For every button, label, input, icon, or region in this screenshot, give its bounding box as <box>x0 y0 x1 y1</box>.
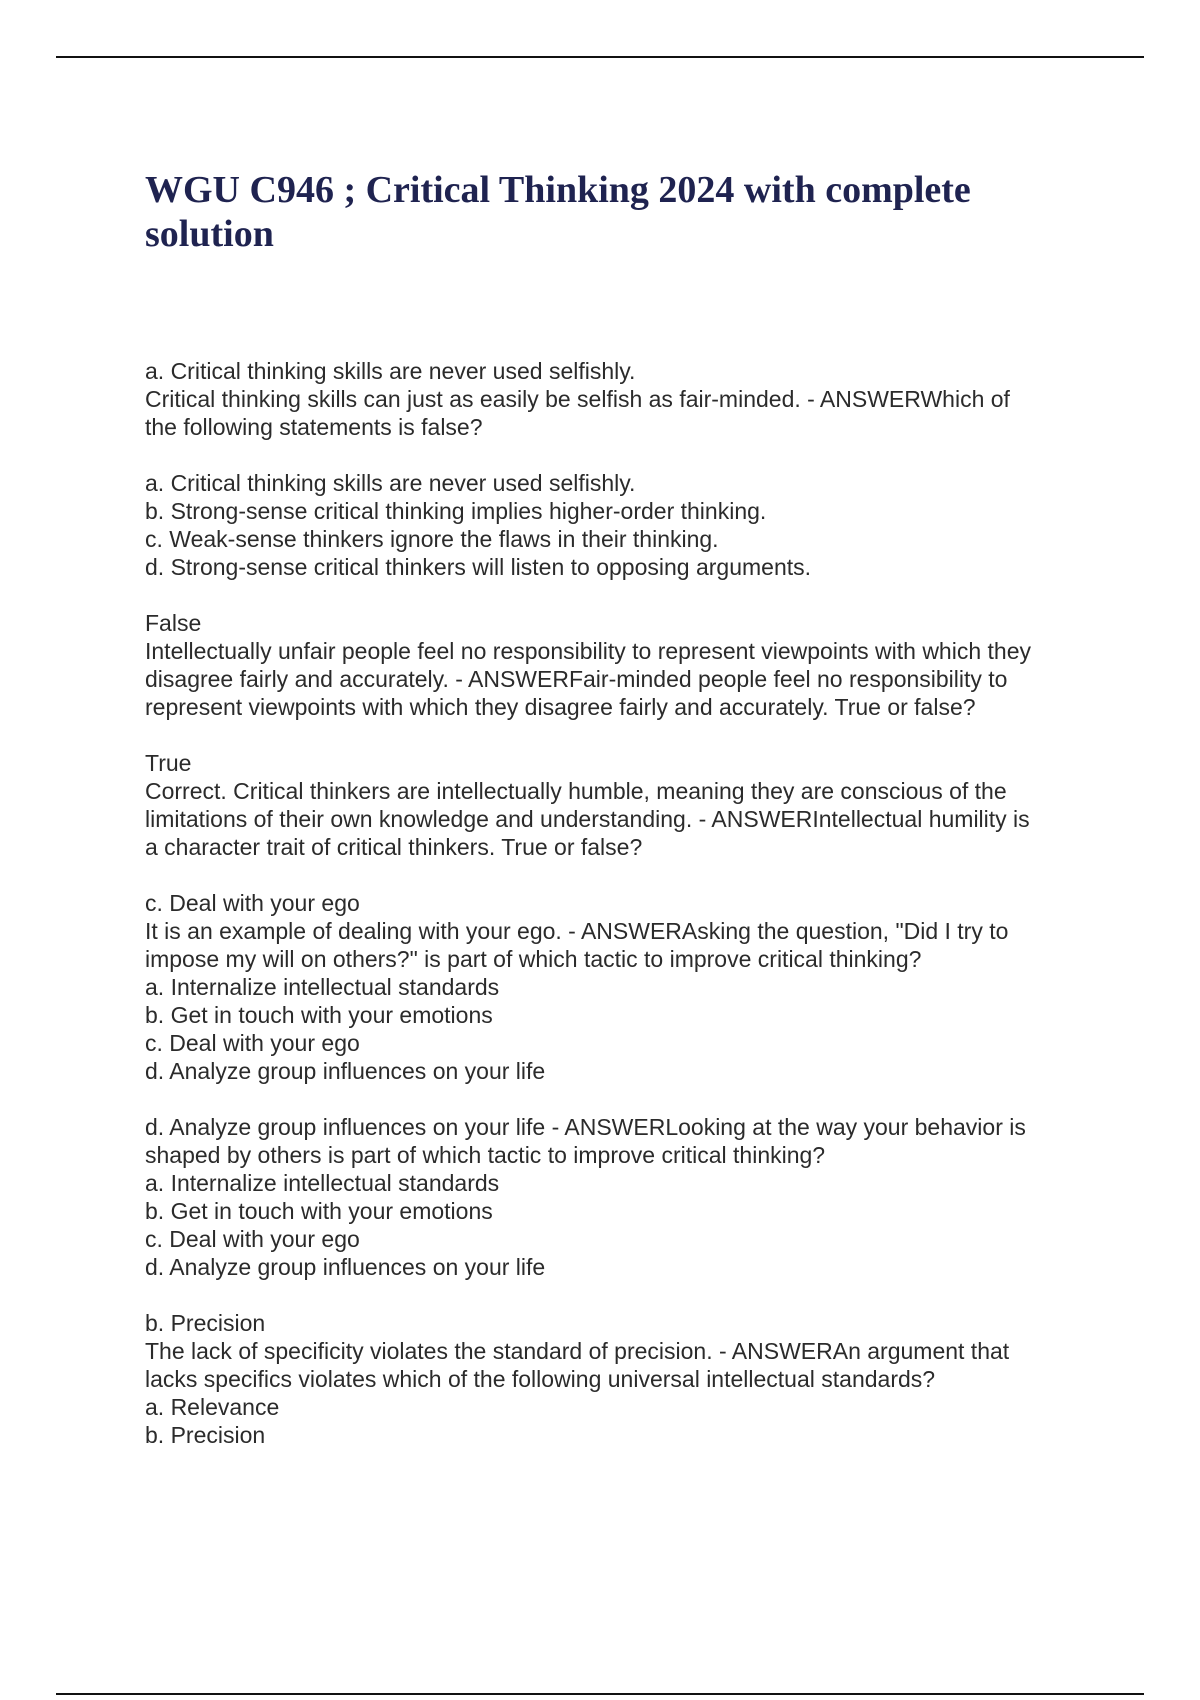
text-line: a. Internalize intellectual standards <box>145 974 500 1000</box>
document-title <box>145 168 1065 256</box>
text-line: b. Get in touch with your emotions <box>145 1198 493 1224</box>
text-line: It is an example of dealing with your ego. - ANSWERAsking the question, "Did I try to <box>145 918 1009 944</box>
qa-block <box>145 1113 1085 1281</box>
text-line: shaped by others is part of which tactic to improve critical thinking? <box>145 1142 826 1168</box>
text-line: limitations of their own knowledge and understanding. - ANSWERIntellectual humility is <box>145 806 1030 832</box>
qa-block <box>145 609 1085 721</box>
title-line: solution <box>145 213 274 255</box>
qa-block <box>145 749 1085 861</box>
qa-block <box>145 1309 1085 1449</box>
text-line: impose my will on others?" is part of which tactic to improve critical thinking? <box>145 946 922 972</box>
text-line: d. Analyze group influences on your life <box>145 1254 546 1280</box>
text-line: a. Critical thinking skills are never used selfishly. <box>145 470 636 496</box>
text-line: d. Analyze group influences on your life - ANSWERLooking at the way your behavior is <box>145 1114 1026 1140</box>
qa-block <box>145 357 1085 441</box>
text-line: The lack of specificity violates the standard of precision. - ANSWERAn argument that <box>145 1338 1010 1364</box>
top-rule <box>56 56 1144 58</box>
text-line: Intellectually unfair people feel no responsibility to represent viewpoints with which they <box>145 638 1031 664</box>
text-line: the following statements is false? <box>145 414 483 440</box>
text-line: Critical thinking skills can just as easily be selfish as fair-minded. - ANSWERWhich of <box>145 386 1010 412</box>
text-line: lacks specifics violates which of the following universal intellectual standards? <box>145 1366 936 1392</box>
text-line: b. Precision <box>145 1310 266 1336</box>
text-line: False <box>145 610 202 636</box>
text-line: a character trait of critical thinkers. True or false? <box>145 834 643 860</box>
text-line: b. Strong-sense critical thinking implies higher-order thinking. <box>145 498 767 524</box>
text-line: c. Weak-sense thinkers ignore the flaws in their thinking. <box>145 526 719 552</box>
text-line: d. Strong-sense critical thinkers will listen to opposing arguments. <box>145 554 812 580</box>
document-body <box>145 357 1085 1477</box>
text-line: represent viewpoints with which they disagree fairly and accurately. True or false? <box>145 694 976 720</box>
text-line: a. Internalize intellectual standards <box>145 1170 500 1196</box>
text-line: c. Deal with your ego <box>145 890 360 916</box>
qa-block <box>145 889 1085 1085</box>
bottom-rule <box>56 1693 1144 1695</box>
text-line: True <box>145 750 192 776</box>
text-line: Correct. Critical thinkers are intellectually humble, meaning they are conscious of the <box>145 778 1007 804</box>
text-line: b. Get in touch with your emotions <box>145 1002 493 1028</box>
qa-block <box>145 469 1085 581</box>
text-line: a. Critical thinking skills are never used selfishly. <box>145 358 636 384</box>
text-line: c. Deal with your ego <box>145 1030 360 1056</box>
text-line: d. Analyze group influences on your life <box>145 1058 546 1084</box>
text-line: c. Deal with your ego <box>145 1226 360 1252</box>
text-line: disagree fairly and accurately. - ANSWERFair-minded people feel no responsibility to <box>145 666 1008 692</box>
text-line: a. Relevance <box>145 1394 280 1420</box>
text-line: b. Precision <box>145 1422 266 1448</box>
title-line: WGU C946 ; Critical Thinking 2024 with complete <box>145 169 971 211</box>
